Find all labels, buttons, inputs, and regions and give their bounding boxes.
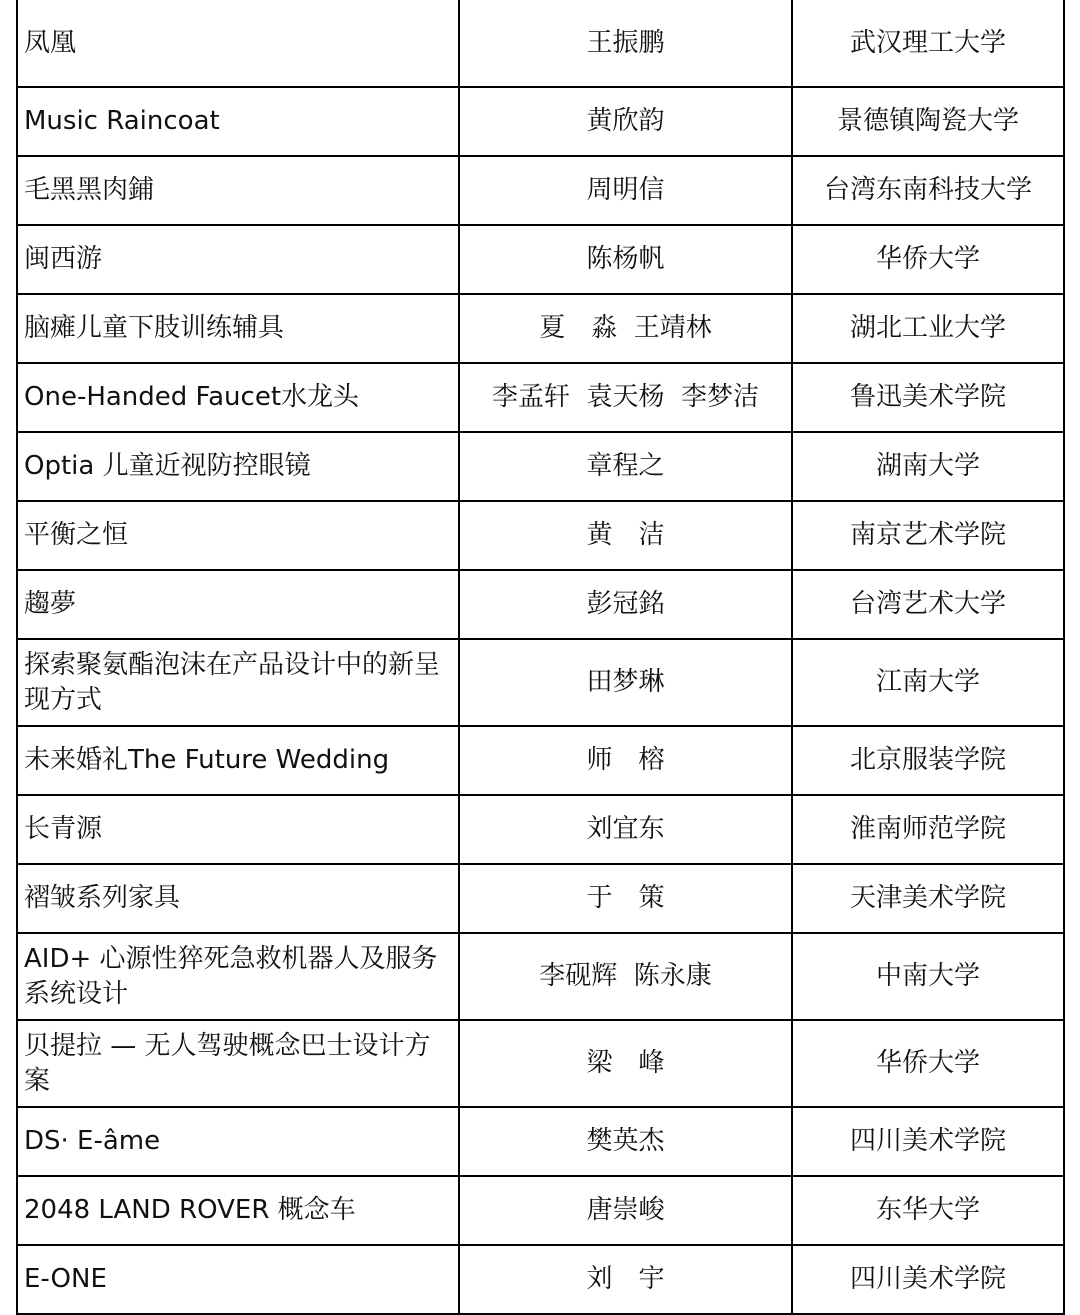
table-row xyxy=(17,432,1064,501)
work-title-cell: 脑瘫儿童下肢训练辅具 xyxy=(17,294,459,363)
table-row xyxy=(17,87,1064,156)
author-cell: 唐崇峻 xyxy=(459,1176,792,1245)
work-title-cell: Music Raincoat xyxy=(17,87,459,156)
work-title-cell: 毛黑黑肉鋪 xyxy=(17,156,459,225)
author-cell: 李孟轩 袁天杨 李梦洁 xyxy=(459,363,792,432)
school-cell: 淮南师范学院 xyxy=(792,795,1064,864)
school-cell: 东华大学 xyxy=(792,1176,1064,1245)
work-title-cell: AID+ 心源性猝死急救机器人及服务系统设计 xyxy=(17,933,459,1020)
author-cell: 刘宜东 xyxy=(459,795,792,864)
school-cell: 四川美术学院 xyxy=(792,1245,1064,1314)
author-cell: 王振鹏 xyxy=(459,0,792,87)
author-cell: 周明信 xyxy=(459,156,792,225)
work-title-cell: 平衡之恒 xyxy=(17,501,459,570)
table-row xyxy=(17,1020,1064,1107)
work-title-cell: DS· E-âme xyxy=(17,1107,459,1176)
table-row xyxy=(17,726,1064,795)
work-title-cell: 凤凰 xyxy=(17,0,459,87)
author-cell: 陈杨帆 xyxy=(459,225,792,294)
work-title-cell: 探索聚氨酯泡沫在产品设计中的新呈现方式 xyxy=(17,639,459,726)
school-cell: 华侨大学 xyxy=(792,1020,1064,1107)
school-cell: 湖南大学 xyxy=(792,432,1064,501)
table-row xyxy=(17,363,1064,432)
school-cell: 台湾东南科技大学 xyxy=(792,156,1064,225)
school-cell: 武汉理工大学 xyxy=(792,0,1064,87)
table-row xyxy=(17,795,1064,864)
table-row xyxy=(17,225,1064,294)
school-cell: 鲁迅美术学院 xyxy=(792,363,1064,432)
school-cell: 台湾艺术大学 xyxy=(792,570,1064,639)
table-row xyxy=(17,570,1064,639)
table-row xyxy=(17,864,1064,933)
school-cell: 湖北工业大学 xyxy=(792,294,1064,363)
table-row xyxy=(17,1245,1064,1314)
table-row xyxy=(17,294,1064,363)
work-title-cell: 褶皱系列家具 xyxy=(17,864,459,933)
award-list-sheet xyxy=(16,0,1063,1315)
author-cell: 梁 峰 xyxy=(459,1020,792,1107)
table-row xyxy=(17,0,1064,87)
table-row xyxy=(17,639,1064,726)
work-title-cell: E-ONE xyxy=(17,1245,459,1314)
work-title-cell: 趨夢 xyxy=(17,570,459,639)
work-title-cell: 长青源 xyxy=(17,795,459,864)
author-cell: 黄欣韵 xyxy=(459,87,792,156)
table-row xyxy=(17,1107,1064,1176)
author-cell: 黄 洁 xyxy=(459,501,792,570)
school-cell: 中南大学 xyxy=(792,933,1064,1020)
author-cell: 章程之 xyxy=(459,432,792,501)
school-cell: 南京艺术学院 xyxy=(792,501,1064,570)
school-cell: 江南大学 xyxy=(792,639,1064,726)
author-cell: 彭冠銘 xyxy=(459,570,792,639)
award-table xyxy=(16,0,1065,1315)
author-cell: 于 策 xyxy=(459,864,792,933)
work-title-cell: 闽西游 xyxy=(17,225,459,294)
school-cell: 四川美术学院 xyxy=(792,1107,1064,1176)
author-cell: 田梦琳 xyxy=(459,639,792,726)
school-cell: 华侨大学 xyxy=(792,225,1064,294)
work-title-cell: 贝提拉 — 无人驾驶概念巴士设计方案 xyxy=(17,1020,459,1107)
author-cell: 夏 淼 王靖林 xyxy=(459,294,792,363)
work-title-cell: 2048 LAND ROVER 概念车 xyxy=(17,1176,459,1245)
school-cell: 天津美术学院 xyxy=(792,864,1064,933)
work-title-cell: Optia 儿童近视防控眼镜 xyxy=(17,432,459,501)
author-cell: 樊英杰 xyxy=(459,1107,792,1176)
school-cell: 景德镇陶瓷大学 xyxy=(792,87,1064,156)
work-title-cell: One-Handed Faucet水龙头 xyxy=(17,363,459,432)
work-title-cell: 未来婚礼The Future Wedding xyxy=(17,726,459,795)
table-row xyxy=(17,933,1064,1020)
table-row xyxy=(17,1176,1064,1245)
school-cell: 北京服装学院 xyxy=(792,726,1064,795)
author-cell: 师 榕 xyxy=(459,726,792,795)
table-row xyxy=(17,156,1064,225)
author-cell: 李砚辉 陈永康 xyxy=(459,933,792,1020)
author-cell: 刘 宇 xyxy=(459,1245,792,1314)
table-row xyxy=(17,501,1064,570)
